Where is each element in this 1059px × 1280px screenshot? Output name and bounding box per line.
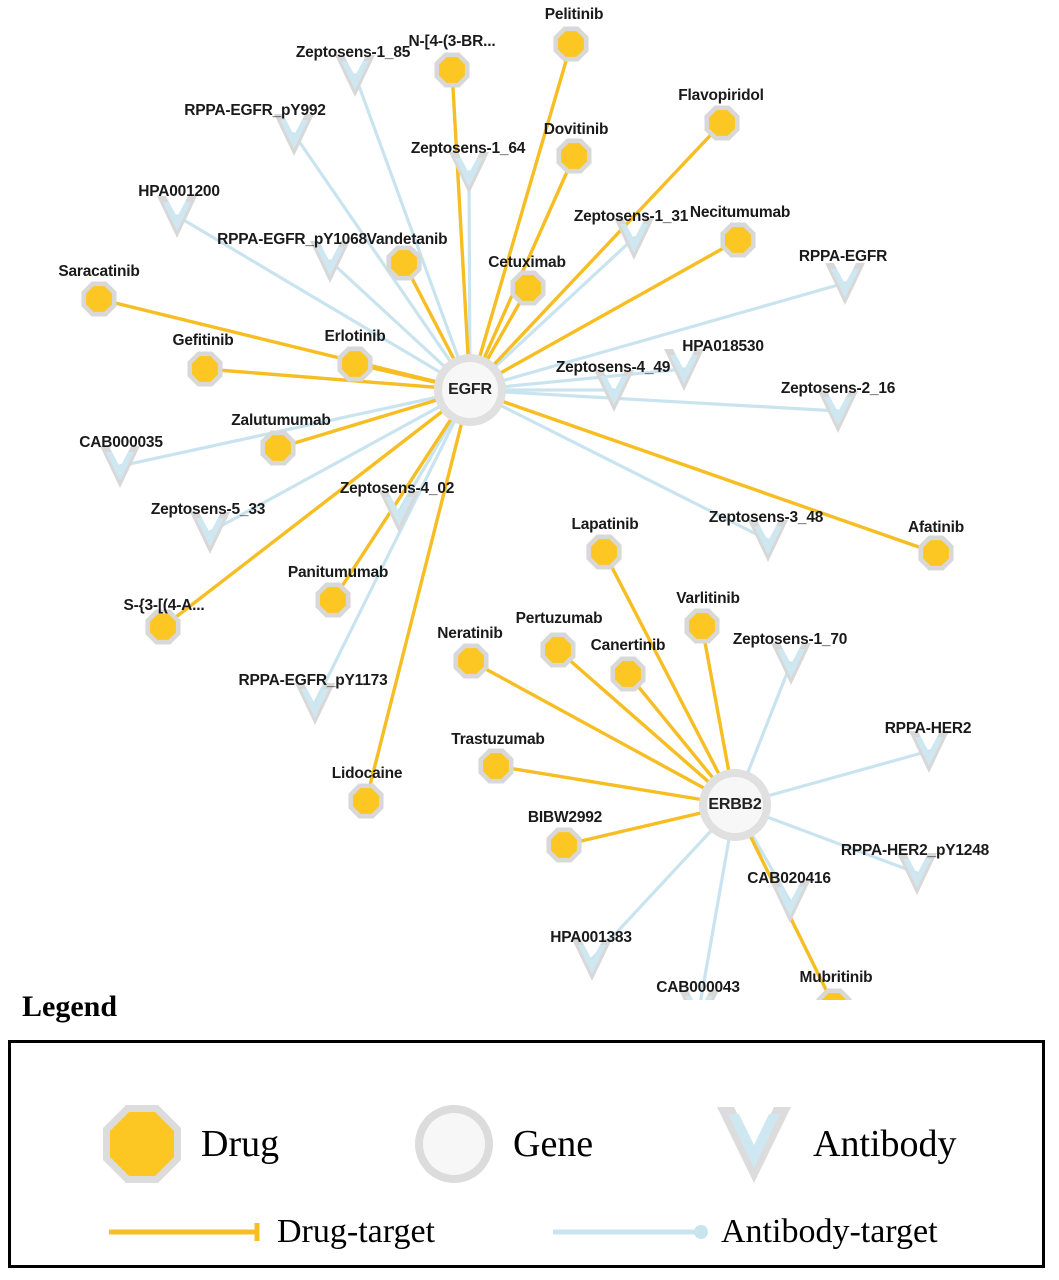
drug-node[interactable] bbox=[720, 222, 755, 257]
antibody-label: Zeptosens-1_31 bbox=[573, 208, 689, 225]
legend-label-drug: Drug bbox=[201, 1123, 280, 1165]
drug-label: Pertuzumab bbox=[515, 610, 603, 627]
drug-label: Lapatinib bbox=[571, 516, 639, 533]
drug-label: BIBW2992 bbox=[527, 809, 603, 826]
drug-label: Erlotinib bbox=[324, 328, 386, 345]
drug-node[interactable] bbox=[816, 988, 851, 1000]
drug-label: Pelitinib bbox=[544, 6, 604, 23]
antibody-node[interactable] bbox=[274, 114, 314, 156]
legend-item-drug bbox=[99, 1101, 279, 1187]
antibody-label: CAB020416 bbox=[747, 870, 831, 887]
drug-icon bbox=[99, 1101, 185, 1187]
legend-box bbox=[8, 1040, 1045, 1268]
drug-label: Afatinib bbox=[907, 519, 965, 536]
antibody-label: HPA018530 bbox=[682, 338, 764, 355]
antibody-node[interactable] bbox=[100, 446, 140, 488]
drug-node[interactable] bbox=[556, 138, 591, 173]
drug-label: Gefitinib bbox=[172, 332, 234, 349]
antibody-node[interactable] bbox=[157, 196, 197, 238]
antibody-label: RPPA-EGFR_pY1068 bbox=[217, 231, 367, 248]
drug-label: Neratinib bbox=[437, 625, 503, 642]
drug-node[interactable] bbox=[586, 534, 621, 569]
antibody-label: RPPA-HER2 bbox=[884, 720, 972, 737]
antibody-node[interactable] bbox=[771, 643, 811, 685]
drug-node[interactable] bbox=[337, 346, 372, 381]
drug-node[interactable] bbox=[260, 430, 295, 465]
drug-node[interactable] bbox=[704, 105, 739, 140]
drug-node[interactable] bbox=[453, 643, 488, 678]
drug-node[interactable] bbox=[386, 245, 421, 280]
drug-label: Dovitinib bbox=[543, 121, 609, 138]
graph-edge bbox=[470, 390, 936, 553]
antibody-label: Zeptosens-1_70 bbox=[732, 631, 848, 648]
antibody-label: HPA001200 bbox=[138, 183, 220, 200]
legend-label-gene: Gene bbox=[513, 1123, 594, 1165]
antibody-label: CAB000035 bbox=[79, 434, 163, 451]
legend-label-antibody: Antibody bbox=[813, 1123, 957, 1165]
antibody-label: Zeptosens-1_85 bbox=[295, 44, 411, 61]
drug-label: Cetuximab bbox=[488, 254, 566, 271]
antibody-label: Zeptosens-1_64 bbox=[410, 140, 526, 157]
drug-label: Necitumumab bbox=[689, 204, 791, 221]
antibody-node[interactable] bbox=[825, 263, 865, 305]
drug-node[interactable] bbox=[348, 783, 383, 818]
antibody-label: Zeptosens-4_02 bbox=[339, 480, 455, 497]
drug-label: Vandetanib bbox=[366, 231, 448, 248]
drug-node[interactable] bbox=[434, 52, 469, 87]
gene-label: EGFR bbox=[448, 381, 492, 398]
graph-edge bbox=[315, 390, 470, 703]
legend-item-drug-target bbox=[107, 1213, 435, 1251]
legend-label-antibody-target: Antibody-target bbox=[721, 1213, 938, 1250]
graph-edge bbox=[452, 70, 470, 390]
antibody-label: RPPA-EGFR_pY992 bbox=[184, 102, 326, 119]
drug-label: Trastuzumab bbox=[451, 731, 545, 748]
legend-item-antibody bbox=[711, 1101, 957, 1187]
drug-target-edge-icon bbox=[107, 1220, 267, 1244]
drug-node[interactable] bbox=[553, 26, 588, 61]
drug-label: N-[4-(3-BR... bbox=[408, 33, 496, 50]
drug-node[interactable] bbox=[546, 827, 581, 862]
drug-node[interactable] bbox=[81, 281, 116, 316]
legend-title: Legend bbox=[22, 990, 118, 1023]
antibody-label: Zeptosens-5_33 bbox=[150, 501, 266, 518]
antibody-label: RPPA-HER2_pY1248 bbox=[840, 842, 990, 859]
drug-node[interactable] bbox=[918, 535, 953, 570]
gene-icon bbox=[411, 1101, 497, 1187]
drug-label: S-{3-[(4-A... bbox=[123, 597, 205, 614]
gene-label: ERBB2 bbox=[708, 796, 762, 813]
drug-label: Flavopiridol bbox=[678, 87, 764, 104]
antibody-label: Zeptosens-4_49 bbox=[555, 359, 671, 376]
drug-node[interactable] bbox=[187, 351, 222, 386]
antibody-label: CAB000043 bbox=[656, 979, 740, 996]
antibody-label: RPPA-EGFR bbox=[798, 248, 888, 265]
antibody-icon bbox=[711, 1101, 797, 1187]
drug-label: Canertinib bbox=[590, 637, 666, 654]
drug-node[interactable] bbox=[684, 608, 719, 643]
drug-label: Saracatinib bbox=[58, 263, 140, 280]
drug-label: Zalutumumab bbox=[231, 412, 331, 429]
antibody-label: RPPA-EGFR_pY1173 bbox=[238, 672, 388, 689]
drug-node[interactable] bbox=[315, 582, 350, 617]
drug-node[interactable] bbox=[610, 656, 645, 691]
legend-item-antibody-target bbox=[551, 1213, 938, 1251]
drug-label: Mubritinib bbox=[799, 969, 873, 986]
drug-label: Lidocaine bbox=[331, 765, 403, 782]
legend-label-drug-target: Drug-target bbox=[277, 1213, 435, 1250]
drug-label: Varlitinib bbox=[676, 590, 740, 607]
antibody-target-edge-icon bbox=[551, 1220, 711, 1244]
drug-node[interactable] bbox=[478, 748, 513, 783]
legend-item-gene bbox=[411, 1101, 593, 1187]
antibody-node[interactable] bbox=[449, 152, 489, 194]
drug-node[interactable] bbox=[510, 270, 545, 305]
drug-label: Panitumumab bbox=[287, 564, 389, 581]
drug-node[interactable] bbox=[540, 632, 575, 667]
antibody-label: HPA001383 bbox=[550, 929, 632, 946]
antibody-label: Zeptosens-3_48 bbox=[708, 509, 824, 526]
antibody-label: Zeptosens-2_16 bbox=[780, 380, 896, 397]
